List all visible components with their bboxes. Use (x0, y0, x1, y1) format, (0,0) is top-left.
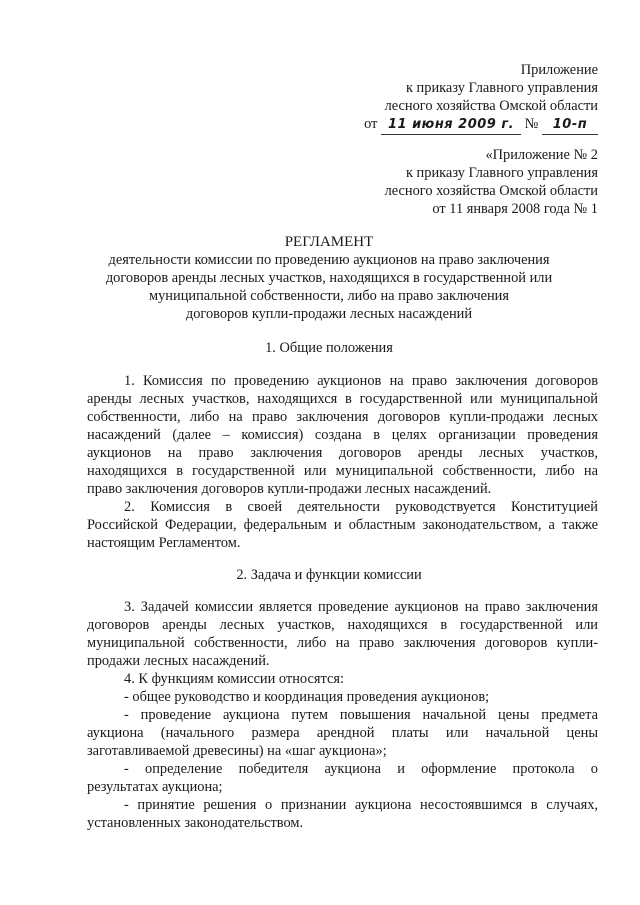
subtitle-line-2: договоров аренды лесных участков, находящихся в государственной или (105, 270, 553, 286)
subtitle-line-1: деятельности комиссии по проведению аукционов на право заключения (108, 252, 550, 268)
paragraph-line: 2. Комиссия в своей деятельности руководствуется Конституцией (124, 499, 598, 515)
handwritten-date: 11 июня 2009 г. (381, 116, 521, 135)
function-item: - общее руководство и координация проведения аукционов; (124, 689, 490, 705)
paragraph-line: насаждений (далее – комиссия) создана в целях организации проведения (87, 427, 598, 443)
function-item: - определение победителя аукциона и оформление протокола о (124, 761, 598, 777)
appendix-label: Приложение (520, 62, 598, 78)
section-1-heading: 1. Общие положения (265, 340, 393, 356)
order-ref: к приказу Главного управления (405, 80, 598, 96)
subtitle-line-3: муниципальной собственности, либо на право заключения (148, 288, 510, 304)
paragraph-line: продажи лесных насаждений. (87, 653, 270, 669)
function-item: - проведение аукциона путем повышения начальной цены предмета (124, 707, 598, 723)
paragraph-line: право заключения договоров купли-продажи лесных насаждений. (87, 481, 492, 497)
paragraph-line: 1. Комиссия по проведению аукционов на право заключения договоров (124, 373, 598, 389)
handwritten-number: 10-п (542, 116, 598, 135)
paragraph-line: аренды лесных участков, находящихся в государственной или муниципальной (87, 391, 598, 407)
paragraph-line: 3. Задачей комиссии является проведение аукционов на право заключения (124, 599, 598, 615)
paragraph-line: настоящим Регламентом. (87, 535, 241, 551)
paragraph-line: договоров аренды лесных участков, находящихся в государственной или (87, 617, 598, 633)
order-ref-2: к приказу Главного управления (405, 165, 598, 181)
order-date-2: от 11 января 2008 года № 1 (432, 201, 598, 217)
paragraph-line: аукционов на право заключения договоров аренды лесных участков, (87, 445, 598, 461)
functions-intro: 4. К функциям комиссии относятся: (124, 671, 344, 687)
paragraph-line: муниципальной собственности, либо на право заключения договоров купли- (87, 635, 598, 651)
subtitle-line-4: договоров купли-продажи лесных насаждений (185, 306, 473, 322)
order-date-line (364, 115, 598, 135)
org-name-2: лесного хозяйства Омской области (384, 183, 598, 199)
paragraph-line: собственности, либо на право заключения договоров купли-продажи лесных (87, 409, 598, 425)
document-title: РЕГЛАМЕНТ (284, 234, 374, 250)
function-item: аукциона (начального размера арендной платы или начальной цены (87, 725, 598, 741)
appendix-2-label: «Приложение № 2 (485, 147, 598, 163)
function-item: - принятие решения о признании аукциона несостоявшимся в случаях, (124, 797, 598, 813)
paragraph-line: находящихся в государственной или муниципальной собственности, либо на (87, 463, 598, 479)
org-name: лесного хозяйства Омской области (384, 98, 598, 114)
function-item: результатах аукциона; (87, 779, 223, 795)
section-2-heading: 2. Задача и функции комиссии (236, 567, 422, 583)
paragraph-line: Российской Федерации, федеральным и областным законодательством, а также (87, 517, 598, 533)
function-item: заготавливаемой древесины) на «шаг аукциона»; (87, 743, 387, 759)
from-label: от (364, 116, 378, 132)
number-label: № (524, 116, 539, 132)
function-item: установленных законодательством. (87, 815, 304, 831)
